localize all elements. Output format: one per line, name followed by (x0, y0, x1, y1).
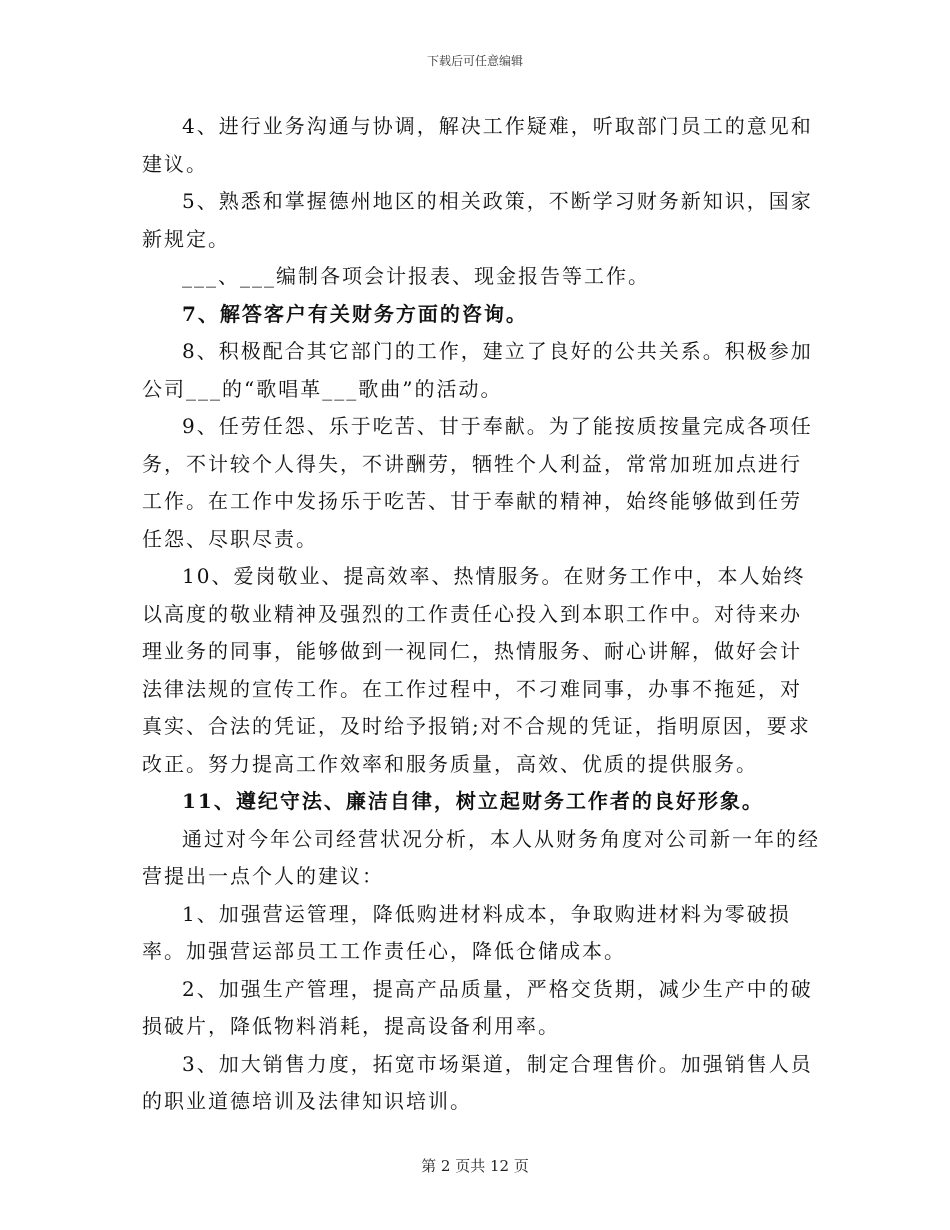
paragraph: 9、任劳任怨、乐于吃苦、甘于奉献。为了能按质按量完成各项任务，不计较个人得失，不讲酬劳，牺牲个人利益，常常加班加点进行工作。在工作中发扬乐于吃苦、甘于奉献的精神，始终能够做到任劳任怨、尽职尽责。 (142, 414, 813, 551)
paragraph: ___、___编制各项会计报表、现金报告等工作。 (182, 264, 650, 288)
paragraph: 2、加强生产管理，提高产品质量，严格交货期，减少生产中的破损破片，降低物料消耗，提高设备利用率。 (142, 976, 813, 1038)
document-body (142, 108, 822, 1121)
page-footer: 第 2 页共 12 页 (421, 1157, 529, 1175)
paragraph: 1、加强营运管理，降低购进材料成本，争取购进材料为零破损率。加强营运部员工工作责任心，降低仓储成本。 (142, 901, 791, 963)
paragraph-heading: 11、遵纪守法、廉洁自律，树立起财务工作者的良好形象。 (182, 789, 764, 813)
paragraph: 3、加大销售力度，拓宽市场渠道，制定合理售价。加强销售人员的职业道德培训及法律知识培训。 (142, 1051, 813, 1113)
paragraph: 10、爱岗敬业、提高效率、热情服务。在财务工作中，本人始终以高度的敬业精神及强烈的工作责任心投入到本职工作中。对待来办理业务的同事，能够做到一视同仁，热情服务、耐心讲解，做好会计法律法规的宣传工作。在工作过程中，不刁难同事，办事不拖延，对真实、合法的凭证，及时给予报销;对不合规的凭证，指明原因，要求改正。努力提高工作效率和服务质量，高效、优质的提供服务。 (142, 564, 811, 776)
paragraph: 5、熟悉和掌握德州地区的相关政策，不断学习财务新知识，国家新规定。 (142, 189, 813, 251)
paragraph: 8、积极配合其它部门的工作，建立了良好的公共关系。积极参加公司___的“歌唱革___歌曲”的活动。 (142, 339, 813, 401)
paragraph: 通过对今年公司经营状况分析，本人从财务角度对公司新一年的经营提出一点个人的建议： (142, 826, 820, 888)
paragraph-heading: 7、解答客户有关财务方面的咨询。 (182, 301, 528, 326)
page-header: 下载后可任意编辑 (426, 54, 523, 68)
paragraph: 4、进行业务沟通与协调，解决工作疑难，听取部门员工的意见和建议。 (142, 114, 813, 176)
